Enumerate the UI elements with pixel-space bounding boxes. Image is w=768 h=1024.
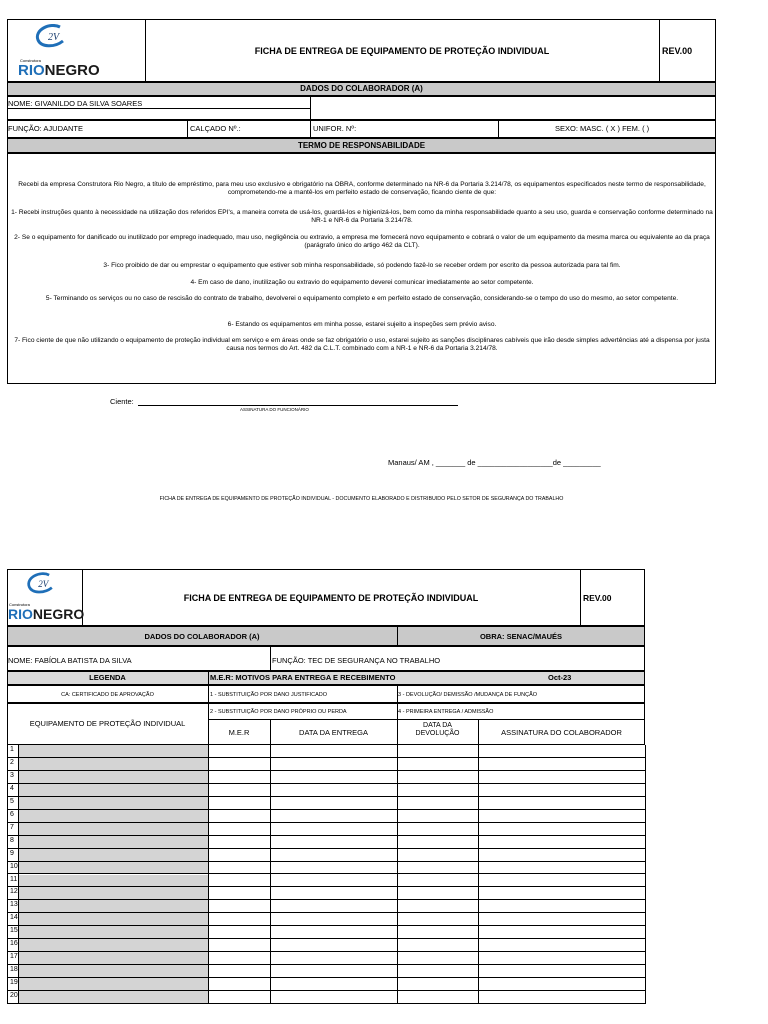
logo-swirl-icon [22, 572, 60, 598]
table-row[interactable] [8, 771, 645, 784]
col-assinatura: ASSINATURA DO COLABORADOR [501, 728, 622, 737]
table-row[interactable] [8, 862, 645, 875]
row-number: 15 [10, 927, 18, 935]
row-number: 1 [10, 746, 14, 753]
row-number: 5 [10, 797, 14, 805]
termo-item-4: 4- Em caso de dano, inutilização ou extravio do equipamento deverei comunicar imediatamente ao setor competente. [190, 279, 534, 286]
equipment-cell[interactable] [19, 965, 208, 977]
row-number: 11 [10, 875, 18, 883]
equipment-cell[interactable] [19, 849, 208, 861]
row-number: 2 [10, 758, 14, 766]
equipment-cell[interactable] [19, 745, 208, 757]
col-equipamento: EQUIPAMENTO DE PROTEÇÃO INDIVIDUAL [29, 719, 186, 728]
col-mer: M.E.R [228, 728, 250, 737]
termo-item-3: 3- Fico proibido de dar ou emprestar o equipamento que estiver sob minha responsabilidade, só podendo fazê-lo se receber ordem por escrito da pessoa autorizada para tal fim. [103, 262, 621, 269]
form2-funcao: FUNÇÃO: TEC DE SEGURANÇA NO TRABALHO [272, 656, 441, 665]
equipment-cell[interactable] [19, 784, 208, 796]
table-row[interactable] [8, 965, 645, 978]
table-row[interactable] [8, 810, 645, 823]
form2-rev: REV.00 [583, 593, 612, 603]
motivo-1: 1 - SUBSTITUIÇÃO POR DANO JUSTIFICADO [210, 692, 328, 698]
date-line: Manaus/ AM , _______ de __________________de _________ [388, 458, 601, 467]
signature-line[interactable] [138, 405, 458, 406]
form1-title: FICHA DE ENTREGA DE EQUIPAMENTO DE PROTEÇÃO INDIVIDUAL [254, 46, 550, 56]
motivo-4: 4 - PRIMEIRA ENTREGA / ADMISSÃO [398, 709, 494, 715]
col-data-entrega: DATA DA ENTREGA [299, 728, 368, 737]
assinatura-label: ASSINATURA DO FUNCIONÁRIO [240, 407, 309, 412]
equipment-cell[interactable] [19, 952, 208, 964]
table-row[interactable] [8, 875, 645, 888]
legenda-label: LEGENDA [89, 673, 126, 682]
table-row[interactable] [8, 991, 645, 1004]
row-number: 7 [10, 823, 14, 831]
row-number: 3 [10, 771, 14, 779]
row-number: 8 [10, 836, 14, 844]
termo-item-2: 2- Se o equipamento for danificado ou inutilizado por emprego inadequado, mau uso, negligência ou extravio, a empresa me fornecerá novo equipamento e cobrará o valor de um equipamento da mesma marca ou equivalente ao da praça (parágrafo único do artigo 462 da CLT). [14, 234, 710, 249]
form1-funcao: FUNÇÃO: AJUDANTE [8, 124, 84, 133]
logo-brand: RIONEGRO [8, 606, 85, 622]
table-row[interactable] [8, 913, 645, 926]
row-number: 14 [10, 914, 18, 922]
equipment-table-body [0, 745, 768, 1000]
equipment-cell[interactable] [19, 900, 208, 912]
mer-title: M.E.R: MOTIVOS PARA ENTREGA E RECEBIMENTO [210, 673, 396, 682]
equipment-cell[interactable] [19, 978, 208, 990]
row-number: 9 [10, 849, 14, 857]
form2-nome: NOME: FABÍOLA BATISTA DA SILVA [8, 656, 132, 665]
row-number: 10 [10, 862, 18, 870]
table-row[interactable] [8, 784, 645, 797]
table-row[interactable] [8, 952, 645, 965]
equipment-cell[interactable] [19, 823, 208, 835]
row-number: 20 [10, 992, 18, 1000]
row-number: 6 [10, 810, 14, 818]
table-row[interactable] [8, 926, 645, 939]
termo-intro: Recebi da empresa Construtora Rio Negro, a título de empréstimo, para meu uso exclusivo e obrigatório na OBRA, conforme determinado na NR-6 da Portaria 3.214/78, os equipamentos especificados neste termo de responsabilidade, comprometendo-me a mantê-los em perfeito estado de conservação, ficando ciente de que: [18, 181, 706, 196]
table-row[interactable] [8, 849, 645, 862]
row-number: 18 [10, 966, 18, 974]
table-row[interactable] [8, 887, 645, 900]
equipment-cell[interactable] [19, 836, 208, 848]
row-number: 17 [10, 953, 18, 961]
form1-sexo: SEXO: MASC. ( X ) FEM. ( ) [555, 124, 650, 133]
form1-footer: FICHA DE ENTREGA DE EQUIPAMENTO DE PROTEÇÃO INDIVIDUAL - DOCUMENTO ELABORADO E DISTRIBUIDO PELO SETOR DE SEGURANÇA DO TRABALHO [159, 496, 564, 502]
company-logo [16, 24, 136, 80]
table-row[interactable] [8, 758, 645, 771]
equipment-cell[interactable] [19, 862, 208, 874]
table-row[interactable] [8, 900, 645, 913]
table-row[interactable] [8, 823, 645, 836]
termo-item-6: 6- Estando os equipamentos em minha posse, estarei sujeito a inspeções sem prévio aviso. [227, 321, 497, 328]
table-row[interactable] [8, 797, 645, 810]
logo-brand: RIONEGRO [18, 62, 100, 79]
company-logo-2 [8, 572, 85, 624]
table-row[interactable] [8, 836, 645, 849]
equipment-cell[interactable] [19, 810, 208, 822]
termo-item-7: 7- Fico ciente de que não utilizando o equipamento de proteção individual em serviço e em áreas onde se faz obrigatório o uso, estarei sujeito as sanções disciplinares cabíveis que irão desde simples advertências até a dispensa por justa causa nos termos do Art. 482 da C.L.T. combinado com a NR-1 e NR-6 da Portaria 3.214/78. [14, 337, 710, 352]
table-row[interactable] [8, 939, 645, 952]
form1-rev: REV.00 [662, 46, 693, 56]
equipment-cell[interactable] [19, 926, 208, 938]
equipment-cell[interactable] [19, 797, 208, 809]
form2-date: Oct-23 [548, 673, 572, 682]
form2-title: FICHA DE ENTREGA DE EQUIPAMENTO DE PROTEÇÃO INDIVIDUAL [183, 593, 479, 603]
equipment-cell[interactable] [19, 771, 208, 783]
ciente-label: Ciente: [110, 397, 134, 406]
row-number: 12 [10, 888, 18, 896]
logo-swirl-icon [30, 24, 72, 52]
col-data-devolucao: DATA DA DEVOLUÇÃO [415, 722, 460, 737]
form2-section-colaborador: DADOS DO COLABORADOR (A) [144, 632, 260, 641]
equipment-cell[interactable] [19, 875, 208, 887]
svg-text:2V: 2V [48, 32, 60, 43]
row-number: 16 [10, 940, 18, 948]
form1-calcado: CALÇADO Nº.: [190, 124, 241, 133]
form1-section-colaborador: DADOS DO COLABORADOR (A) [300, 84, 423, 93]
row-number: 13 [10, 901, 18, 909]
equipment-cell[interactable] [19, 758, 208, 770]
equipment-cell[interactable] [19, 991, 208, 1003]
row-number: 4 [10, 784, 14, 792]
form1-nome: NOME: GIVANILDO DA SILVA SOARES [8, 99, 143, 108]
equipment-cell[interactable] [19, 913, 208, 925]
termo-item-1: 1- Recebi instruções quanto à necessidade na utilização dos referidos EPI's, a maneira correta de usá-los, guardá-los e higienizá-los, bem como da minha responsabilidade quanto a seu uso, guarda e conservação conforme determinado na NR-1 e NR-6 da Portaria 3.214/78. [11, 209, 713, 224]
termo-item-5: 5- Terminando os serviços ou no caso de rescisão do contrato de trabalho, devolverei o equipamento completo e em perfeito estado de conservação, considerando-se o tempo do uso do mesmo, ao setor competente. [45, 295, 679, 302]
motivo-2: 2 - SUBSTITUIÇÃO POR DANO PRÓPRIO OU PERDA [210, 709, 347, 715]
ca-legend: CA: CERTIFICADO DE APROVAÇÃO [61, 692, 154, 698]
svg-text:2V: 2V [38, 578, 49, 589]
form1-section-termo: TERMO DE RESPONSABILIDADE [297, 141, 426, 150]
equipment-cell[interactable] [19, 939, 208, 951]
table-row[interactable] [8, 745, 645, 758]
equipment-cell[interactable] [19, 887, 208, 899]
logo-small-text: Construtora [9, 602, 30, 607]
form1-unifor: UNIFOR. Nº: [313, 124, 357, 133]
logo-small-text: Construtora [20, 58, 41, 63]
form2-obra: OBRA: SENAC/MAUÉS [479, 632, 563, 641]
table-row[interactable] [8, 978, 645, 991]
motivo-3: 3 - DEVOLUÇÃO/ DEMISSÃO /MUDANÇA DE FUNÇÃO [398, 692, 538, 698]
row-number: 19 [10, 979, 18, 987]
